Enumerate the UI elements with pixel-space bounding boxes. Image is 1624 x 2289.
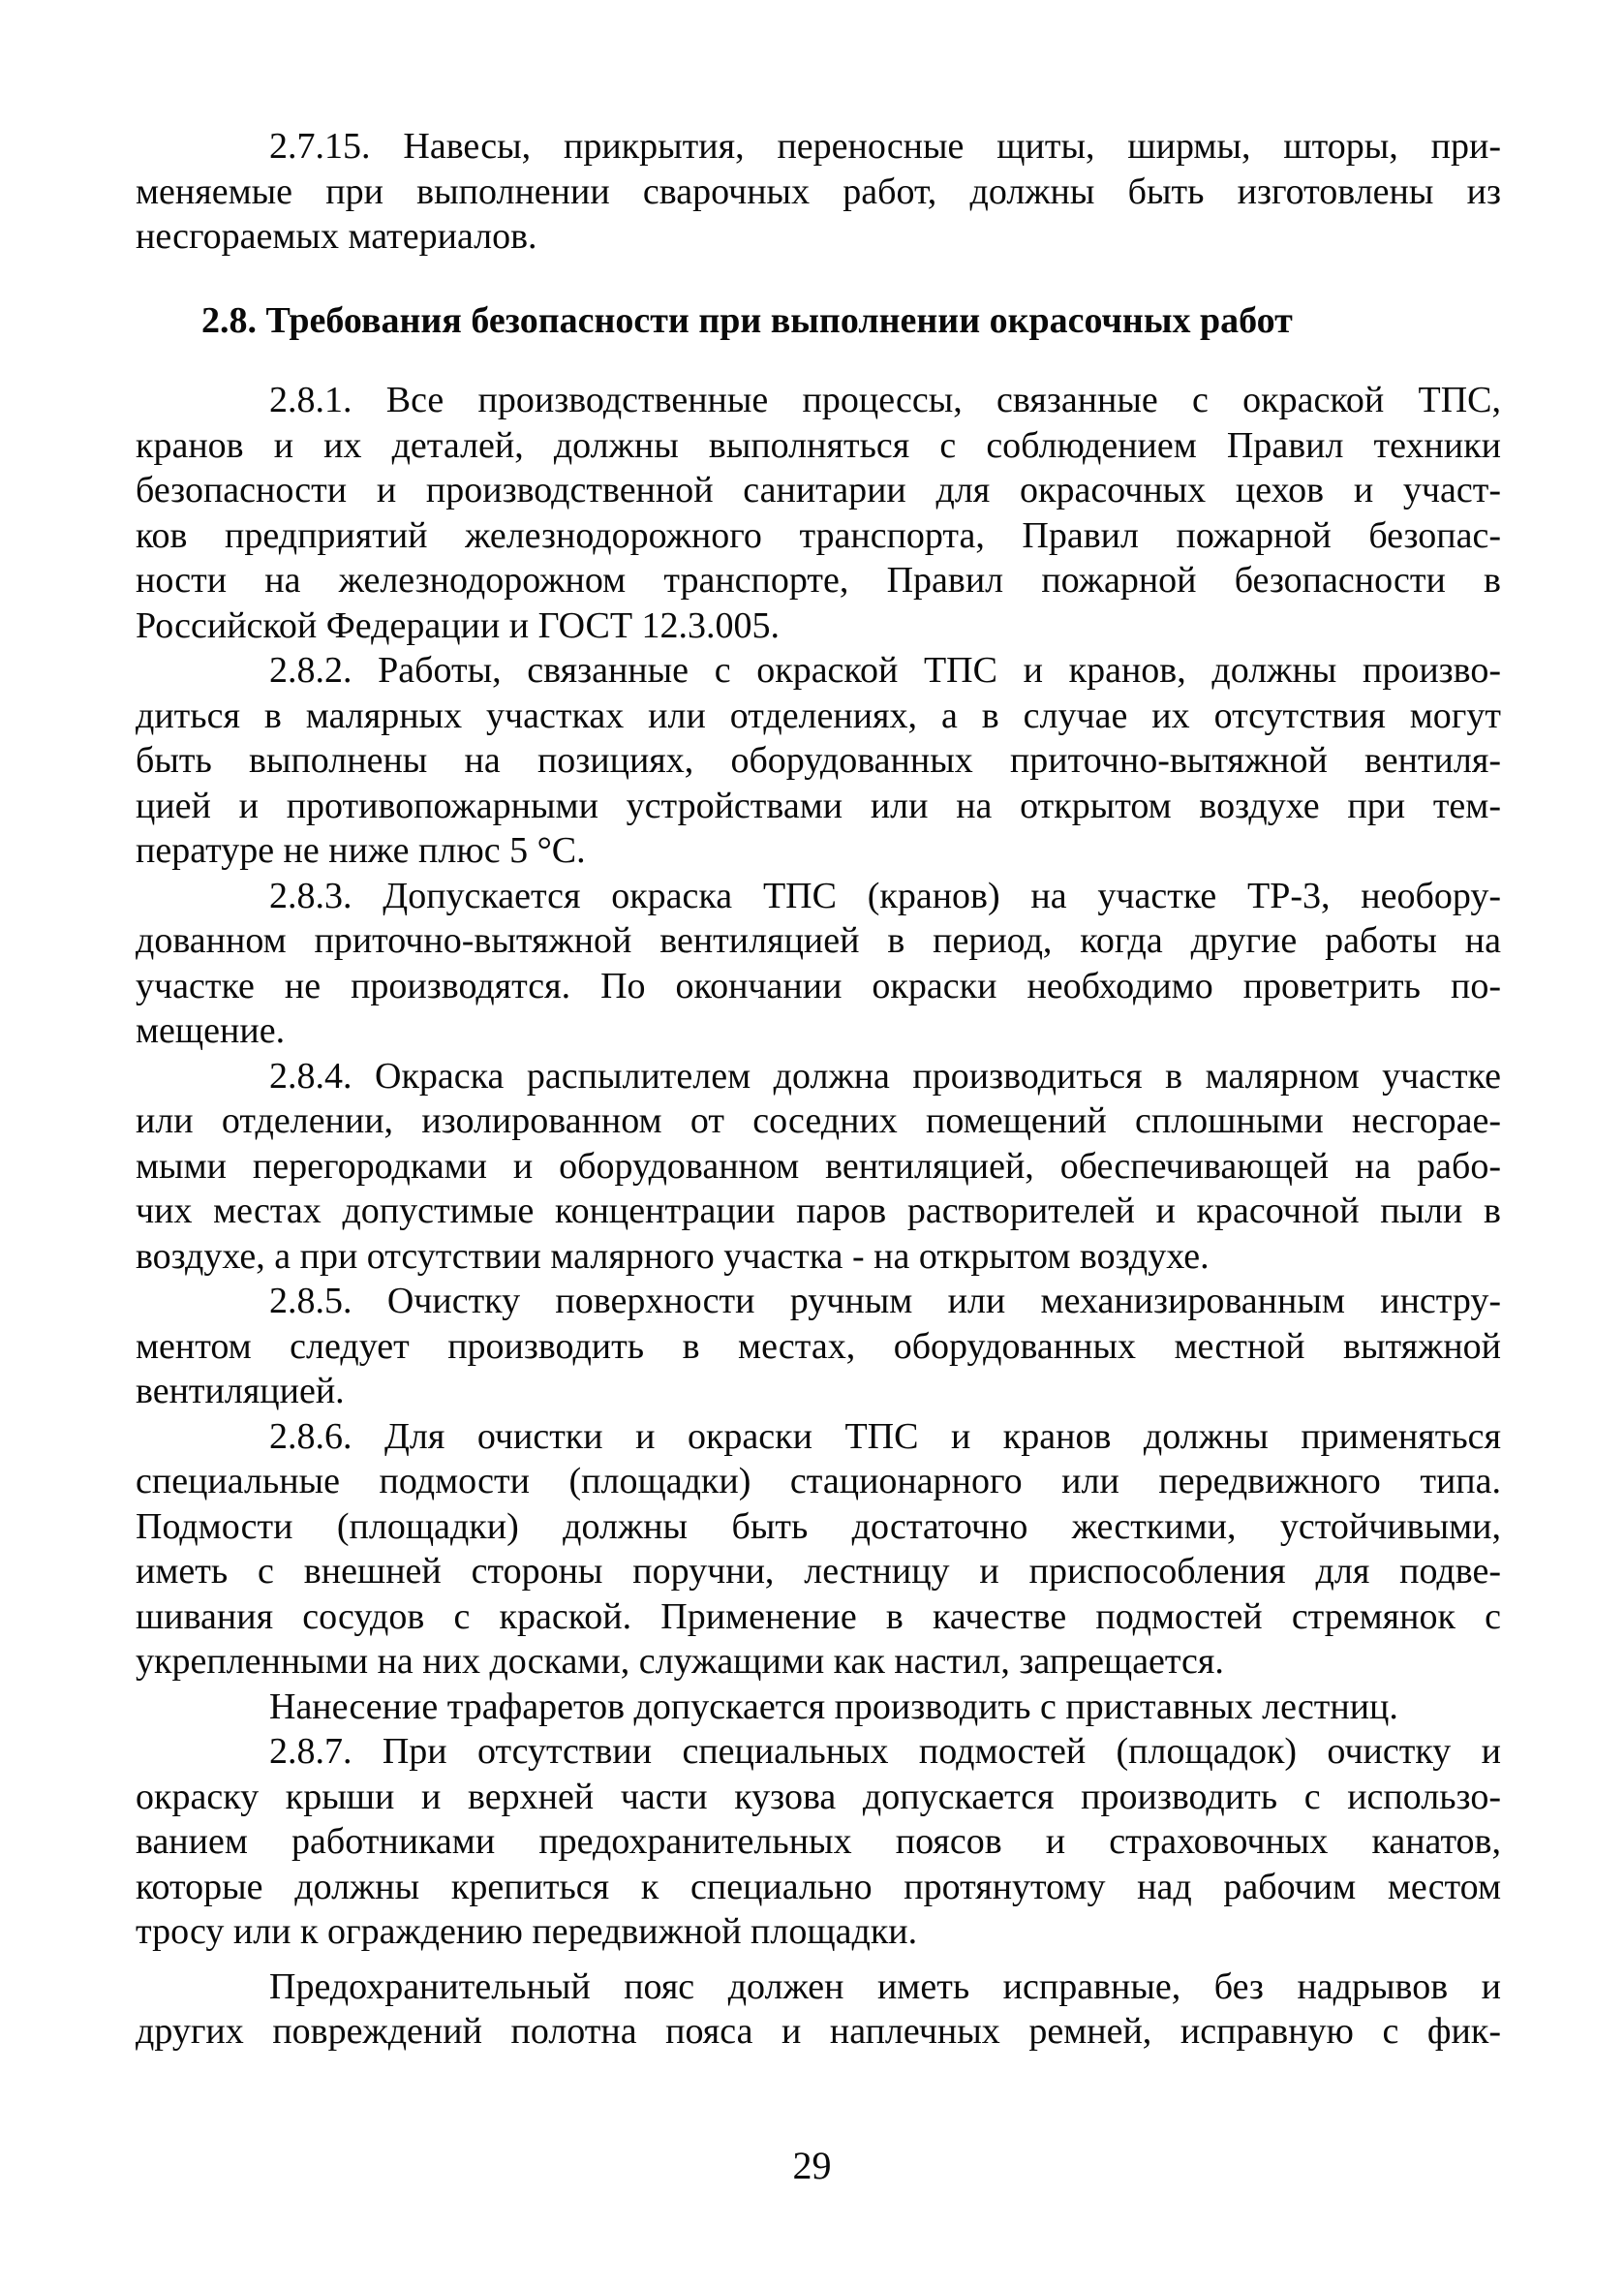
text-line: 2.8.3. Допускается окраска ТПС (кранов) на участке ТР-3, необору-	[269, 875, 1501, 916]
text-line: участке не производятся. По окончании окраски необходимо проветрить по-	[136, 965, 1501, 1006]
paragraph-2-8-4	[136, 1054, 1501, 1280]
text-line: 2.8.5. Очистку поверхности ручным или механизированным инстру-	[269, 1281, 1501, 1321]
paragraph-2-8-2	[136, 648, 1501, 874]
text-line: тросу или к ограждению передвижной площадки.	[136, 1911, 918, 1952]
text-line: ков предприятий железнодорожного транспорта, Правил пожарной безопас-	[136, 514, 1501, 556]
text-line: меняемые при выполнении сварочных работ, должны быть изготовлены из	[136, 170, 1501, 212]
paragraph-gap	[136, 1955, 1501, 1964]
text-line: кранов и их деталей, должны выполняться с соблюдением Правил техники	[136, 424, 1501, 466]
paragraph-stencils	[136, 1685, 1501, 1730]
document-page	[136, 124, 1501, 2055]
text-line: иметь с внешней стороны поручни, лестницу и приспособления для подве-	[136, 1551, 1501, 1592]
paragraph-2-8-6	[136, 1414, 1501, 1685]
paragraph-2-8-1	[136, 378, 1501, 648]
text-line: дованном приточно-вытяжной вентиляцией в период, когда другие работы на	[136, 920, 1501, 961]
text-line: укрепленными на них досками, служащими как настил, запрещается.	[136, 1641, 1224, 1682]
text-line: шивания сосудов с краской. Применение в качестве подмостей стремянок с	[136, 1595, 1501, 1637]
text-line: мещение.	[136, 1010, 286, 1051]
paragraph-2-7-15	[136, 124, 1501, 260]
text-line: мыми перегородками и оборудованном вентиляцией, обеспечивающей на рабо-	[136, 1145, 1501, 1187]
text-line: быть выполнены на позициях, оборудованных приточно-вытяжной вентиля-	[136, 740, 1501, 781]
section-heading: 2.8. Требования безопасности при выполнении окрасочных работ	[201, 299, 1293, 341]
text-line: безопасности и производственной санитарии для окрасочных цехов и участ-	[136, 470, 1501, 510]
text-line: Подмости (площадки) должны быть достаточно жесткими, устойчивыми,	[136, 1505, 1501, 1547]
text-line: 2.8.7. При отсутствии специальных подмостей (площадок) очистку и	[269, 1731, 1501, 1772]
text-line: Нанесение трафаретов допускается производить с приставных лестниц.	[269, 1686, 1398, 1727]
text-line: диться в малярных участках или отделениях, а в случае их отсутствия могут	[136, 695, 1501, 736]
text-line: 2.8.4. Окраска распылителем должна производиться в малярном участке	[269, 1055, 1501, 1097]
text-line: цией и противопожарными устройствами или на открытом воздухе при тем-	[136, 785, 1501, 826]
text-line: специальные подмости (площадки) стационарного или передвижного типа.	[136, 1461, 1501, 1501]
text-line: 2.8.2. Работы, связанные с окраской ТПС и кранов, должны произво-	[269, 650, 1501, 691]
text-line: окраску крыши и верхней части кузова допускается производить с использо-	[136, 1776, 1501, 1817]
text-line: ванием работниками предохранительных поясов и страховочных канатов,	[136, 1821, 1501, 1862]
text-line: несгораемых материалов.	[136, 216, 537, 257]
text-line: которые должны крепиться к специально протянутому над рабочим местом	[136, 1866, 1501, 1907]
text-line: Российской Федерации и ГОСТ 12.3.005.	[136, 604, 781, 646]
text-line: или отделении, изолированном от соседних помещений сплошными несгорае-	[136, 1100, 1501, 1141]
text-line: вентиляцией.	[136, 1371, 345, 1411]
text-line: ментом следует производить в местах, оборудованных местной вытяжной	[136, 1325, 1501, 1367]
paragraph-2-8-7	[136, 1729, 1501, 1955]
paragraph-2-8-3	[136, 874, 1501, 1054]
text-line: 2.8.6. Для очистки и окраски ТПС и кранов должны применяться	[269, 1415, 1501, 1457]
text-line: Предохранительный пояс должен иметь исправные, без надрывов и	[269, 1965, 1501, 2007]
page-number: 29	[792, 2144, 832, 2187]
text-line: пературе не ниже плюс 5 °С.	[136, 830, 586, 871]
text-line: 2.8.1. Все производственные процессы, связанные с окраской ТПС,	[269, 380, 1501, 420]
text-line: других повреждений полотна пояса и наплечных ремней, исправную с фик-	[136, 2011, 1501, 2052]
text-line: ности на железнодорожном транспорте, Правил пожарной безопасности в	[136, 560, 1501, 601]
text-line: чих местах допустимые концентрации паров растворителей и красочной пыли в	[136, 1191, 1501, 1231]
paragraph-2-8-5	[136, 1279, 1501, 1414]
text-line: 2.7.15. Навесы, прикрытия, переносные щиты, ширмы, шторы, при-	[269, 126, 1501, 167]
text-line: воздухе, а при отсутствии малярного участка - на открытом воздухе.	[136, 1235, 1210, 1277]
paragraph-safety-belt	[136, 1964, 1501, 2055]
